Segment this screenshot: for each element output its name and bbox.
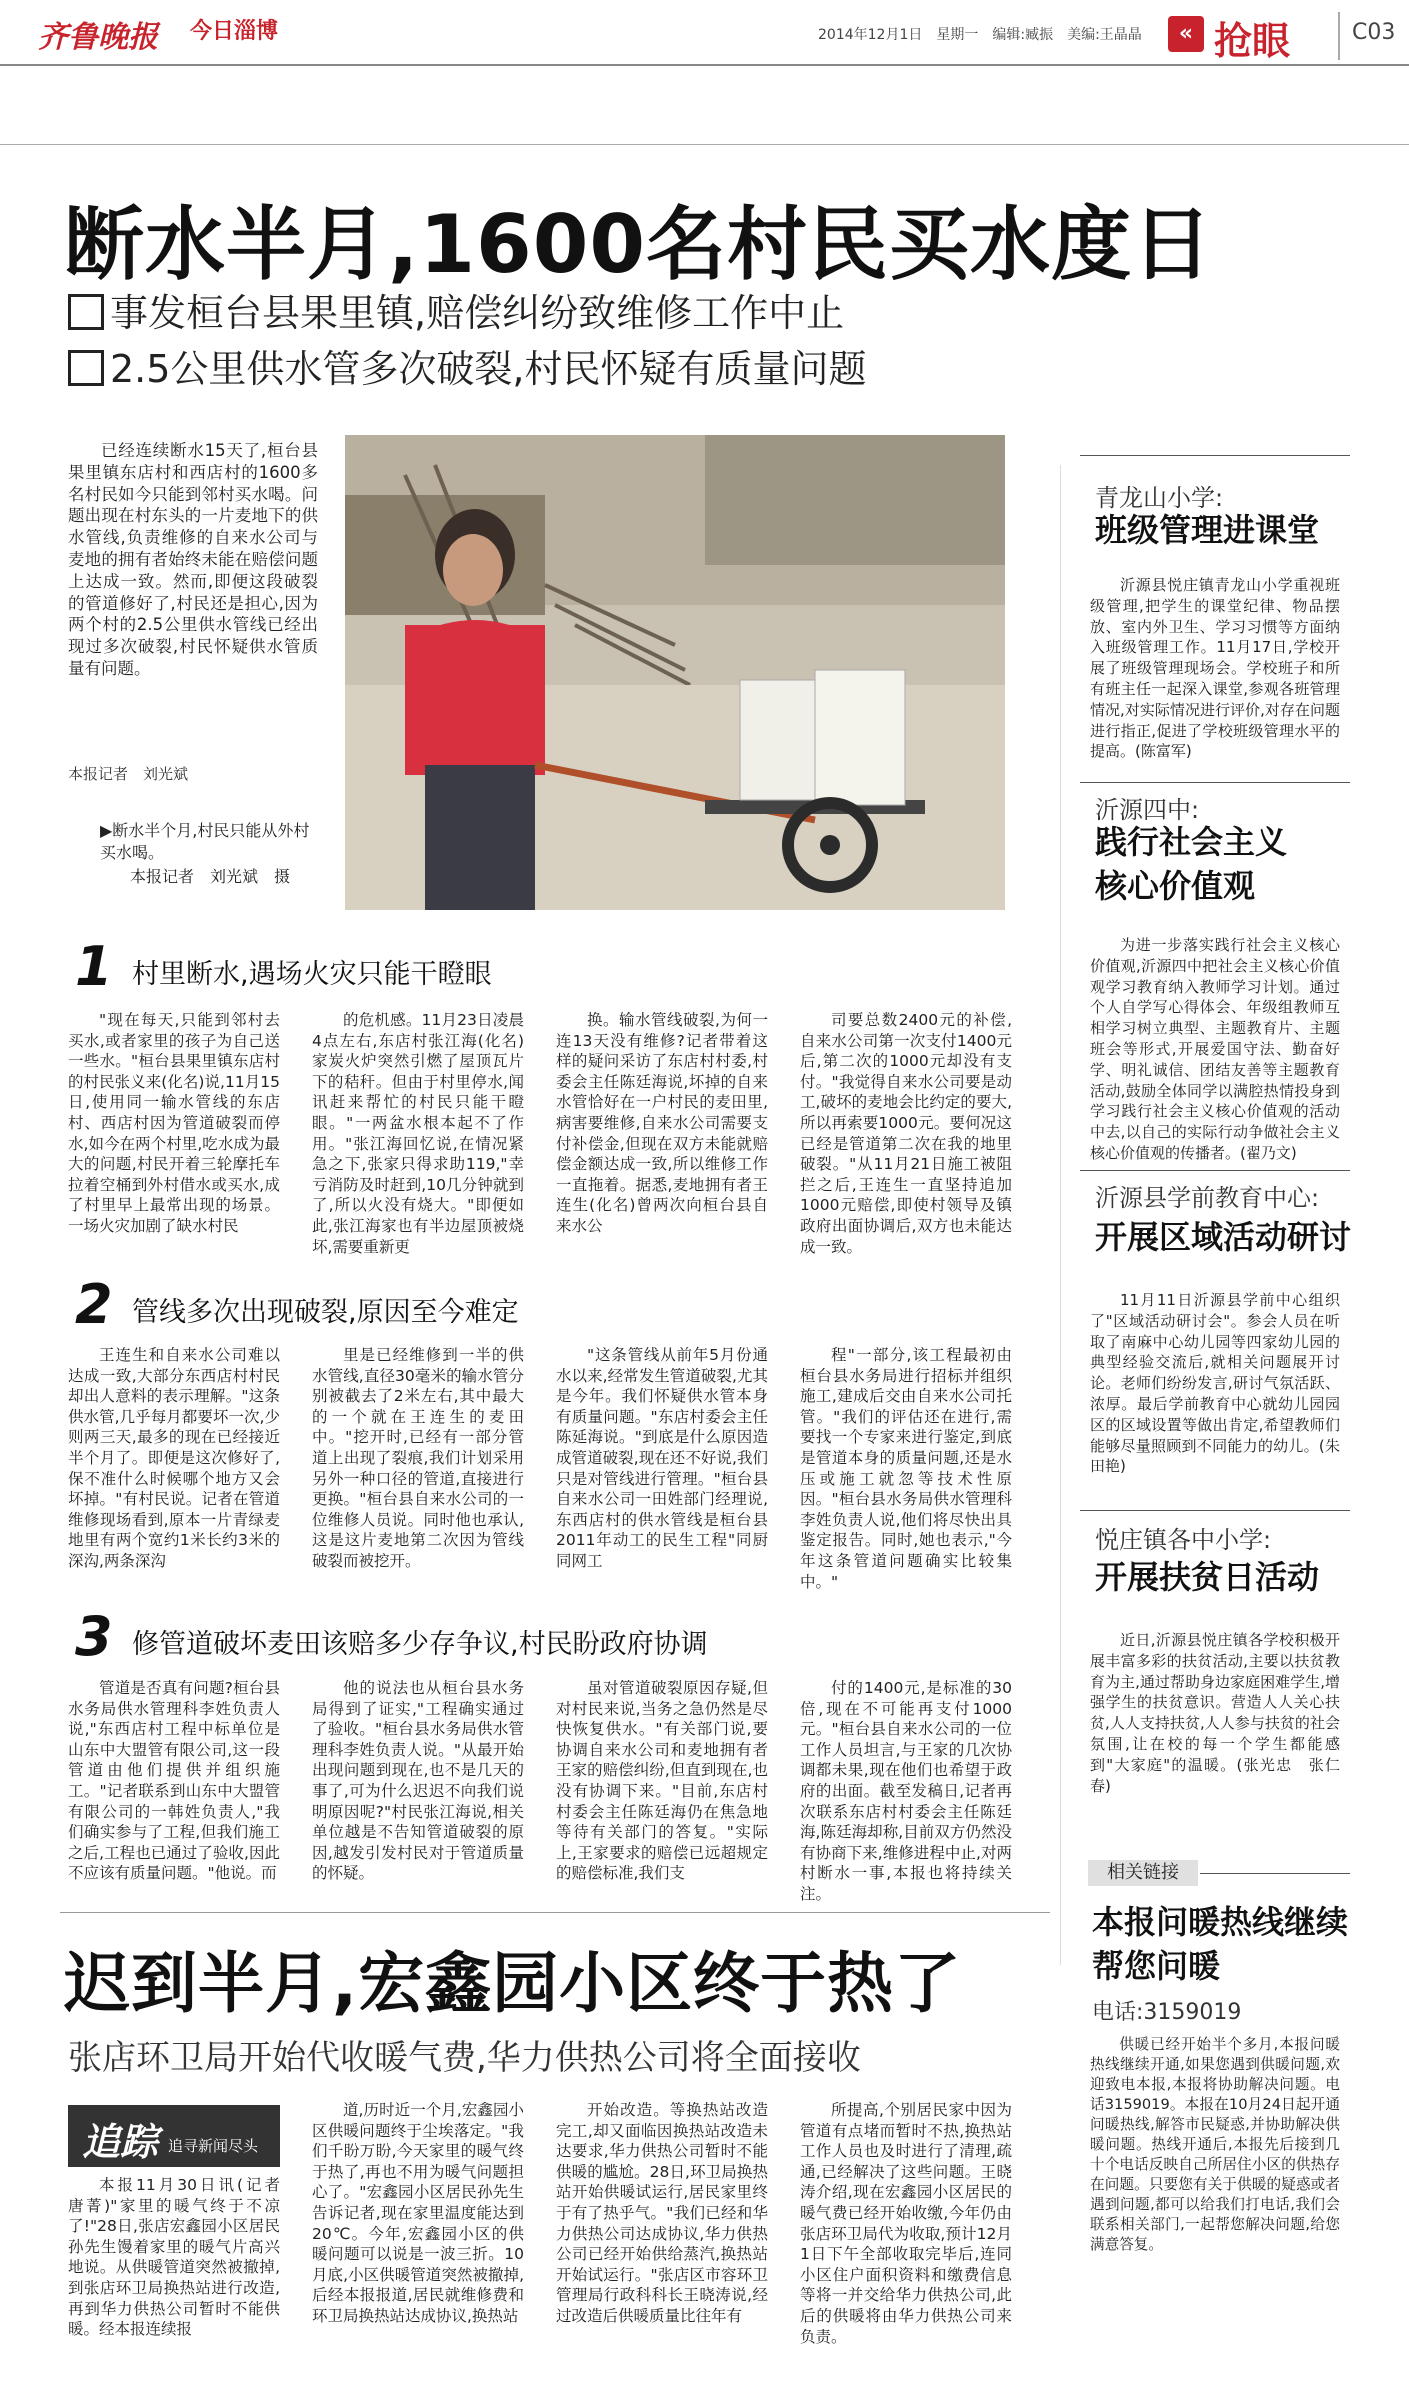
section-2-number: 2	[75, 1273, 113, 1336]
section-2-column-4: 程"一部分,该工程最初由桓台县水务局进行招标并组织施工,建成后交由自来水公司托管。"我们的评估还在进行,需要找一个专家来进行鉴定,到底是管道本身的质量问题,还是水压或施工就忽等技术性原因。"桓台县水务局供水管理科李姓负责人说,他们将尽快出具鉴定报告。同时,她也表示,"今年这条管道问题确实比较集中。"	[800, 1346, 1012, 1591]
article-2-headline: 迟到半月,宏鑫园小区终于热了	[64, 1945, 962, 2022]
section-3-title: 修管道破坏麦田该赔多少存争议,村民盼政府协调	[132, 1629, 708, 1660]
subhead-1	[68, 282, 844, 337]
sidebar-item-4-subtitle: 开展扶贫日活动	[1095, 1558, 1320, 1596]
masthead-divider	[1338, 12, 1340, 60]
section-1-column-1: "现在每天,只能到邻村去买水,或者家里的孩子为自己送一些水。"桓台县果里镇东店村的村民张义来(化名)说,11月15日,使用同一输水管线的东店村、西店村因为管道破裂而停水,如今在两个村里,吃水成为最大的问题,村民开着三轮摩托车拉着空桶到外村借水或买水,成了村里早上最常出现的场景。一场火灾加剧了缺水村民	[68, 1011, 280, 1235]
double-chevron-icon: «	[1168, 16, 1204, 52]
sidebar-item-4-body: 近日,沂源县悦庄镇各学校积极开展丰富多彩的扶贫活动,主要以扶贫教育为主,通过帮助身边家庭困难学生,增强学生的扶贫意识。营造人人关心扶贫,人人支持扶贫,人人参与扶贫的社会氛围,让在校的每一个学生都能感到"大家庭"的温暖。(张光忠 张仁春)	[1090, 1631, 1340, 1795]
article-2-rule	[60, 1912, 1050, 1913]
sidebar-item-2-body: 为进一步落实践行社会主义核心价值观,沂源四中把社会主义核心价值观学习教育纳入教师学习计划。通过个人自学写心得体会、年级组教师互相学习树立典型、主题教育片、主题班会等形式,开展爱国守法、勤奋好学、明礼诚信、团结友善等主题教育活动,鼓励全体同学以满腔热情投身到学习践行社会主义核心价值观的活动中去,以自己的实际行动争做社会主义核心价值观的传播者。(翟乃文)	[1090, 936, 1340, 1162]
photo-credit: 本报记者 刘光斌 摄	[130, 867, 291, 886]
header-rule	[0, 144, 1409, 145]
section-1-column-3: 换。输水管线破裂,为何一连13天没有维修?记者带着这样的疑问采访了东店村村委,村委会主任陈廷海说,坏掉的自来水管恰好在一户村民的麦田里,病害要维修,自来水公司需要支付补偿金,但现在双方未能就赔偿金额达成一致,所以维修工作一直拖着。据悉,麦地拥有者王连生(化名)曾两次向桓台县自来水公	[556, 1011, 768, 1235]
tracking-badge	[68, 2105, 280, 2167]
sidebar-item-3-subtitle: 开展区域活动研讨	[1095, 1218, 1352, 1256]
article-2-column-1: 本报11月30日讯(记者 唐菁)"家里的暖气终于不凉了!"28日,张店宏鑫园小区居民孙先生馒着家里的暖气片高兴地说。从供暖管道突然被撤掉,到张店环卫局换热站进行改造,再到华力供热公司暂时不能供暖。经本报连续报	[68, 2176, 296, 2339]
badge-main-text: 追踪	[82, 2120, 159, 2164]
section-label: 抢眼	[1214, 19, 1291, 63]
hotline-body: 供暖已经开始半个多月,本报问暖热线继续开通,如果您遇到供暖问题,欢迎致电本报,本报将协助解决问题。电话3159019。本报在10月24日起开通问暖热线,解答市民疑惑,并协助解决供暖问题。热线开通后,本报先后接到几十个电话反映自己所居住小区的供热存在问题。只要您有关于供暖的疑惑或者遇到问题,都可以给我们打电话,我们会联系相关部门,一起帮您解决问题,给您满意答复。	[1090, 2036, 1340, 2253]
section-2-title: 管线多次出现破裂,原因至今难定	[132, 1297, 519, 1328]
related-links-tag: 相关链接	[1088, 1860, 1198, 1886]
sidebar-item-4-title: 悦庄镇各中小学:	[1095, 1526, 1272, 1554]
section-1-column-2: 的危机感。11月23日凌晨4点左右,东店村张江海(化名)家炭火炉突然引燃了屋顶瓦片下的秸秆。但由于村里停水,闻讯赶来帮忙的村民只能干瞪眼。"一两盆水根本起不了作用。"张江海回忆说,在情况紧急之下,张家只得求助119,"幸亏消防及时赶到,10几分钟就到了,所以火没有烧大。"即便如此,张江海家也有半边屋顶被烧坏,需要重新更	[312, 1011, 524, 1256]
sidebar-item-2-title: 沂源四中:	[1095, 796, 1200, 824]
checkbox-square-icon	[68, 294, 104, 330]
section-2-column-2: 里是已经维修到一半的供水管线,直径30毫米的输水管分别被截去了2米左右,其中最大的一个就在王连生的麦田中。"挖开时,已经有一部分管道上出现了裂痕,我们计划采用另外一种口径的管道,直接进行更换。"桓台县自来水公司的一位维修人员说。同时他也承认,这是这片麦地第二次因为管线破裂而被挖开。	[312, 1346, 524, 1570]
article-2-subhead: 张店环卫局开始代收暖气费,华力供热公司将全面接收	[68, 2038, 861, 2078]
sidebar-rule-1	[1080, 782, 1350, 783]
main-headline: 断水半月,1600名村民买水度日	[64, 198, 1214, 291]
sidebar-rule-top	[1080, 455, 1350, 456]
sidebar-item-1-subtitle: 班级管理进课堂	[1095, 511, 1320, 549]
article-2-column-2: 道,历时近一个月,宏鑫园小区供暖问题终于尘埃落定。"我们千盼万盼,今天家里的暖气终于热了,再也不用为暖气问题担心了。"宏鑫园小区居民孙先生告诉记者,现在家里温度能达到20℃。今年,宏鑫园小区的供暖问题可以说是一波三折。10月底,小区供暖管道突然被撤掉,后经本报报道,居民就维修费和环卫局换热站达成协议,换热站	[312, 2101, 524, 2325]
hotline-title: 本报问暖热线继续帮您问暖	[1092, 1903, 1349, 1985]
news-photo	[345, 435, 1005, 910]
section-1-number: 1	[75, 935, 113, 998]
section-3-column-3: 虽对管道破裂原因存疑,但对村民来说,当务之急仍然是尽快恢复供水。"有关部门说,要协调自来水公司和麦地拥有者王家的赔偿纠纷,但直到现在,也没有协调下来。"目前,东店村村委会主任陈廷海仍在焦急地等待有关部门的答复。"实际上,王家要求的赔偿已远超规定的赔偿标准,我们支	[556, 1679, 768, 1883]
article-2-column-4: 所提高,个别居民家中因为管道有点堵而暂时不热,换热站工作人员也及时进行了清理,疏通,已经解决了这些问题。王晓涛介绍,现在宏鑫园小区居民的暖气费已经开始收缴,今年仍由张店环卫局代为收取,预计12月1日下午全部收取完毕后,连同小区住户面积资料和缴费信息等将一并交给华力供热公司,此后的供暖将由华力供热公司来负责。	[800, 2101, 1012, 2346]
date-line: 2014年12月1日 星期一 编辑:臧振 美编:王晶晶	[818, 27, 1142, 43]
article-byline: 本报记者 刘光斌	[68, 765, 189, 783]
edition-name: 今日淄博	[190, 19, 279, 44]
subhead-1-text: 事发桓台县果里镇,赔偿纠纷致维修工作中止	[110, 291, 845, 335]
section-1-title: 村里断水,遇场火灾只能干瞪眼	[132, 959, 492, 990]
newspaper-brand: 齐鲁晚报	[38, 20, 158, 55]
section-tag	[1168, 10, 1338, 62]
section-3-column-4: 付的1400元,是标准的30倍,现在不可能再支付1000元。"桓台县自来水公司的一位工作人员坦言,与王家的几次协调都未果,现在他们也希望于政府的出面。截至发稿日,记者再次联系东店村村委会主任陈廷海,陈廷海却称,目前双方仍然没有协商下来,维修进程中止,对两村断水一事,本报也将持续关注。	[800, 1679, 1012, 1903]
checkbox-square-icon	[68, 350, 104, 386]
related-rule	[1200, 1873, 1350, 1874]
photo-woman-with-water-cart	[345, 435, 1005, 910]
page-number: C03	[1352, 20, 1396, 45]
article-2-column-3: 开始改造。等换热站改造完工,却又面临因换热站改造未达要求,华力供热公司暂时不能供暖的尴尬。28日,环卫局换热站开始供暖试运行,居民家里终于有了热乎气。"我们已经和华力供热公司达成协议,华力供热公司已经开始供给蒸汽,换热站开始试运行。"张店区市容环卫管理局行政科科长王晓涛说,经过改造后供暖质量比往年有	[556, 2101, 768, 2325]
sidebar-rule-3	[1080, 1510, 1350, 1511]
section-2-column-3: "这条管线从前年5月份通水以来,经常发生管道破裂,尤其是今年。我们怀疑供水管本身有质量问题。"东店村委会主任陈延海说。"到底是什么原因造成管道破裂,现在还不好说,我们只是对管线进行管理。"桓台县自来水公司一田姓部门经理说,东西店村的供水管线是桓台县2011年动工的民生工程"同厨同网工	[556, 1346, 768, 1570]
section-3-column-1: 管道是否真有问题?桓台县水务局供水管理科李姓负责人说,"东西店村工程中标单位是山东中大盟管有限公司,这一段管道由他们提供并组织施工。"记者联系到山东中大盟管有限公司的一韩姓负责人,"我们确实参与了工程,但我们施工之后,工程也已通过了验收,因此不应该有质量问题。"他说。而	[68, 1679, 280, 1883]
section-3-number: 3	[75, 1605, 113, 1668]
sidebar-rule-2	[1080, 1170, 1350, 1171]
section-3-column-2: 他的说法也从桓台县水务局得到了证实,"工程确实通过了验收。"桓台县水务局供水管理科李姓负责人说。"从最开始出现问题到现在,也不是几天的事了,可为什么迟迟不向我们说明原因呢?"村民张江海说,相关单位越是不告知管道破裂的原因,越发引发村民对于管道质量的怀疑。	[312, 1679, 524, 1883]
photo-caption: ▶断水半个月,村民只能从外村买水喝。	[100, 821, 310, 862]
sidebar-item-3-body: 11月11日沂源县学前中心组织了"区域活动研讨会"。参会人员在听取了南麻中心幼儿园等四家幼儿园的典型经验交流后,就相关问题展开讨论。老师们纷纷发言,研讨气氛活跃、浓厚。最后学前教育中心就幼儿园园区的区域设置等做出肯定,希望教师们能够尽量照顾到不同能力的幼儿。(朱田艳)	[1090, 1291, 1340, 1476]
lead-paragraph: 已经连续断水15天了,桓台县果里镇东店村和西店村的1600多名村民如今只能到邻村买水喝。问题出现在村东头的一片麦地下的供水管线,负责维修的自来水公司与麦地的拥有者始终未能在赔偿问题上达成一致。然而,即便这段破裂的管道修好了,村民还是担心,因为两个村的2.5公里供水管线已经出现过多次破裂,村民怀疑供水管质量有问题。	[68, 441, 318, 678]
section-1-column-4: 司要总数2400元的补偿,自来水公司第一次支付1400元后,第二次的1000元却没有支付。"我觉得自来水公司要是动工,破坏的麦地会比约定的要大,所以再索要1000元。要何况这已经是管道第二次在我的地里破裂。"从11月21日施工被阻拦之后,王连生一直坚持追加1000元赔偿,即使村领导及镇政府出面协调后,双方也未能达成一致。	[800, 1011, 1012, 1256]
sidebar-divider	[1060, 465, 1061, 1965]
sidebar-item-3-title: 沂源县学前教育中心:	[1095, 1184, 1320, 1212]
sidebar-item-1-body: 沂源县悦庄镇青龙山小学重视班级管理,把学生的课堂纪律、物品摆放、室内外卫生、学习习惯等方面纳入班级管理工作。11月17日,学校开展了班级管理现场会。学校班子和所有班主任一起深入课堂,参观各班管理情况,对实际情况进行评价,对存在问题进行指正,促进了学校班级管理水平的提高。(陈富军)	[1090, 576, 1340, 761]
subhead-2	[68, 338, 867, 393]
sidebar-item-2-subtitle: 践行社会主义核心价值观	[1095, 823, 1288, 905]
hotline-phone: 电话:3159019	[1092, 2000, 1242, 2025]
badge-sub-text: 追寻新闻尽头	[168, 2137, 259, 2155]
masthead-rule	[0, 64, 1409, 66]
section-2-column-1: 王连生和自来水公司难以达成一致,大部分东西店村村民却出人意料的表示理解。"这条供水管,几乎每月都要坏一次,少则两三天,最多的现在已经接近半个月了。即便是这次修好了,保不准什么时候哪个地方又会坏掉。"有村民说。记者在管道维修现场看到,原本一片青绿麦地里有两个宽约1米长约3米的深沟,两条深沟	[68, 1346, 280, 1570]
sidebar-item-1-title: 青龙山小学:	[1095, 484, 1224, 512]
subhead-2-text: 2.5公里供水管多次破裂,村民怀疑有质量问题	[110, 347, 867, 391]
